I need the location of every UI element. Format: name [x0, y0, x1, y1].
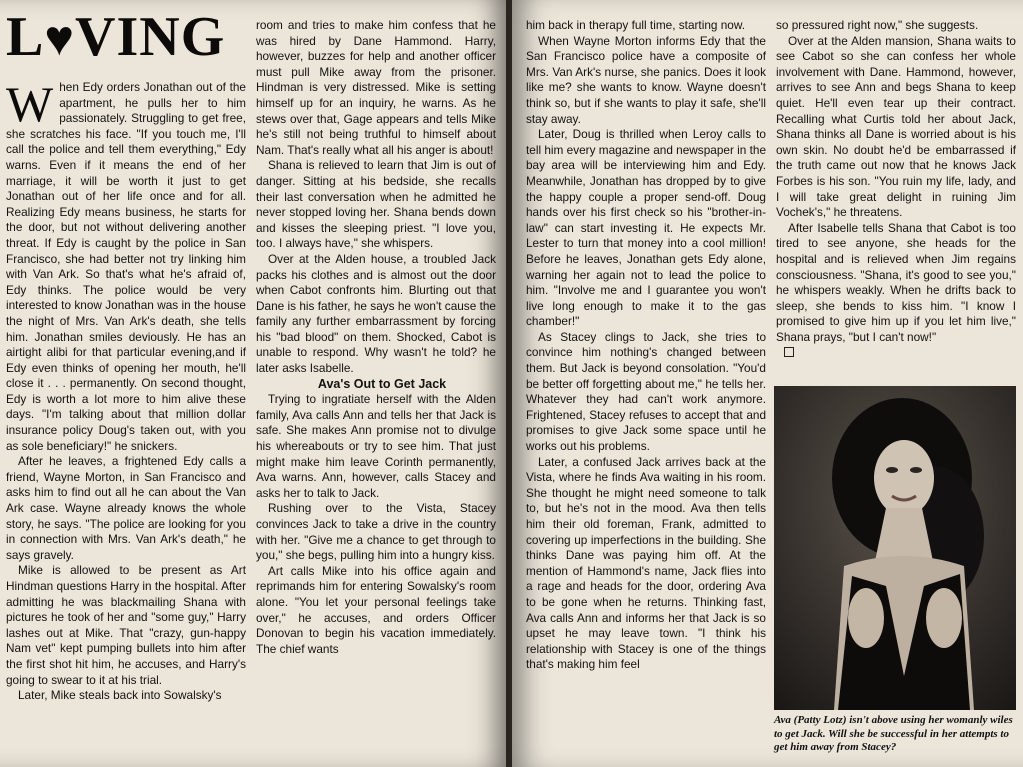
title-prefix: L — [6, 6, 45, 68]
right-page — [512, 0, 1023, 767]
paragraph: Over at the Alden mansion, Shana waits to see Cabot so she can confess her whole involvement with Dane. Hammond, however, arrives to see Ann and begs Shana to keep quiet. He'll even tear up their contract. Recalling what Curtis told her about Jack, Shana thinks all Dane is worried about is his own skin. No doubt he'd be embarrassed if the truth came out now that he knows Jack Forbes is his son. "You ruin my life, lady, and I will take great delight in ruining Jim Vochek's," he threatens. — [776, 33, 1016, 220]
paragraph: As Stacey clings to Jack, she tries to convince him nothing's changed between them. But Jack is beyond consolation. "You'd be better off forgetting about me," he tells her. Whatever they had can't work anymore. Frightened, Stacey refuses to accept that and promises to give Jack some space until he works out his problems. — [526, 329, 766, 454]
drop-cap: W — [6, 76, 54, 132]
paragraph: so pressured right now," she suggests. — [776, 18, 979, 32]
paragraph: Shana is relieved to learn that Jim is out of danger. Sitting at his bedside, she recalls their last conversation when he admitted he never stopped loving her. Shana bends down and kisses the sleeping priest. "I love you, too. I always have," she whispers. — [256, 158, 496, 251]
paragraph: room and tries to make him confess that he was hired by Dane Hammond. Harry, however, buzzes for help and another officer must pull Mike away from the prisoner. Hindman is very distressed. Mike is setting himself up for an inquiry, he warns. As he stews over that, Gage appears and tells Mike he's still not being truthful to himself about Nam. That's really what all his anger is about! — [256, 18, 496, 157]
heart-icon: ♥ — [44, 10, 76, 66]
paragraph: hen Edy orders Jonathan out of the apartment, he pulls her to him passionately. Struggling to get free, she scratches his face. "If you touch me, I'll call the police and tell them everything," Edy warns. Even if it means the end of her marriage, it will be worth it just to get Jonathan out of her life once and for all. Realizing Edy means business, he starts for the door, but not without delivering another threat. If Edy is caught by the police in San Francisco, she had better not try linking him with Van Ark. So that's what he's afraid of, Edy thinks. The police would be very interested to know Jonathan was in the house the night of Mrs. Van Ark's death, she tells him. Jonathan smiles deviously. He has an airtight alibi for that particular evening,and if Edy even thinks of opening her mouth, he'll close it . . . permanently. On second thought, Edy is worth a lot more to him alive these days. "I'm talking about that million dollar insurance policy Doug's taken out, with you as sole beneficiary!" he snickers. — [6, 80, 246, 453]
column-2 — [256, 18, 496, 657]
paragraph: Trying to ingratiate herself with the Alden family, Ava calls Ann and tells her that Jack is safe. She makes Ann promise not to divulge his whereabouts or try to see him. That just might make him leave Corinth permanently, Ava warns. Ann, however, calls Stacey and asks her to talk to Jack. — [256, 392, 496, 500]
subhead: Ava's Out to Get Jack — [317, 376, 447, 391]
left-page — [0, 0, 508, 767]
paragraph: him back in therapy full time, starting now. — [526, 18, 745, 32]
column-1 — [6, 76, 246, 704]
paragraph: Rushing over to the Vista, Stacey convinces Jack to take a drive in the country with her. "Give me a chance to get through to you," she begs, pulling him into a hungry kiss. — [256, 501, 496, 563]
portrait-illustration — [774, 386, 1016, 710]
paragraph: Later, Mike steals back into Sowalsky's — [18, 688, 222, 703]
end-mark-icon — [784, 347, 794, 357]
title-suffix: VING — [75, 6, 226, 68]
column-4 — [776, 18, 1016, 361]
paragraph: Over at the Alden house, a troubled Jack packs his clothes and is almost out the door when Cabot confronts him. Blurting out that Dane is his father, he says he won't cause the family any further embarrassment by forcing his "bad blood" on them. Shocked, Cabot is unable to respond. Why wasn't he told? he later asks Isabelle. — [256, 251, 496, 376]
paragraph: Later, Doug is thrilled when Leroy calls to tell him every magazine and newspaper in the bay area will be interviewing him and Edy. Meanwhile, Jonathan has dropped by to give the happy couple a proper send-off. Doug hands over his first check so his "brother-in-law" can start investing it. He expects Mr. Lester to turn that money into a cool million! Before he leaves, Jonathan gets Edy alone, warning her again not to lead the police to him. "Involve me and I guarantee you won't live long enough to make it to the gas chamber!" — [526, 127, 767, 329]
paragraph: After Isabelle tells Shana that Cabot is too tired to see anyone, she heads for the hospital and is relieved when Jim regains consciousness. "Shana, it's good to see you," he whispers weakly. When he drifts back to sleep, she bends to kiss him. "I know I promised to give him up if you let him live," Shana prays, "but I can't now!" — [776, 220, 1016, 344]
paragraph: When Wayne Morton informs Edy that the San Francisco police have a composite of Mrs. Van Ark's nurse, she panics. Does it look like me? she wants to know. Wayne doesn't think so, but if she wants to play it safe, she'll stay away. — [526, 33, 766, 126]
paragraph: Art calls Mike into his office again and reprimands him for entering Sowalsky's room alone. "You let your personal feelings take over," he accuses, and orders Officer Donovan to begin his vacation immediately. The chief wants — [256, 563, 496, 656]
photo-caption: Ava (Patty Lotz) isn't above using her womanly wiles to get Jack. Will she be successful in her attempts to get him away from Stacey? — [774, 714, 1013, 753]
paragraph: After he leaves, a frightened Edy calls a friend, Wayne Morton, in San Francisco and asks him to find out all he can about the Van Ark case. Wayne already knows the whole story, he says. "The police are looking for you in connection with Mrs. Van Ark's death," he says gravely. — [6, 454, 246, 562]
column-3 — [526, 18, 766, 673]
section-title — [6, 8, 225, 66]
paragraph: Mike is allowed to be present as Art Hindman questions Harry in the hospital. After admitting he was blackmailing Shana with pictures he took of her and "some guy," Harry lashes out at Mike. That "crazy, gun-happy Nam vet" kept pumping bullets into him after the first shot hit him, he accuses, and Harry's going to swear to it at his trial. — [6, 563, 246, 687]
portrait-photo — [774, 386, 1016, 710]
paragraph: Later, a confused Jack arrives back at the Vista, where he finds Ava waiting in his room. She thought he might need someone to talk to, but he's not in the mood. Ava then tells him their old foreman, Frank, admitted to covering up imperfections in the building. She thinks Dane was paying him off. At the mention of Hammond's name, Jack flies into a rage and heads for the door, ordering Ava to be gone when he returns. Thinking fast, Ava calls Ann and informs her that Jack is so upset he may leave town. "I think his relationship with Stacey is one of the things that's making him feel — [526, 454, 766, 672]
